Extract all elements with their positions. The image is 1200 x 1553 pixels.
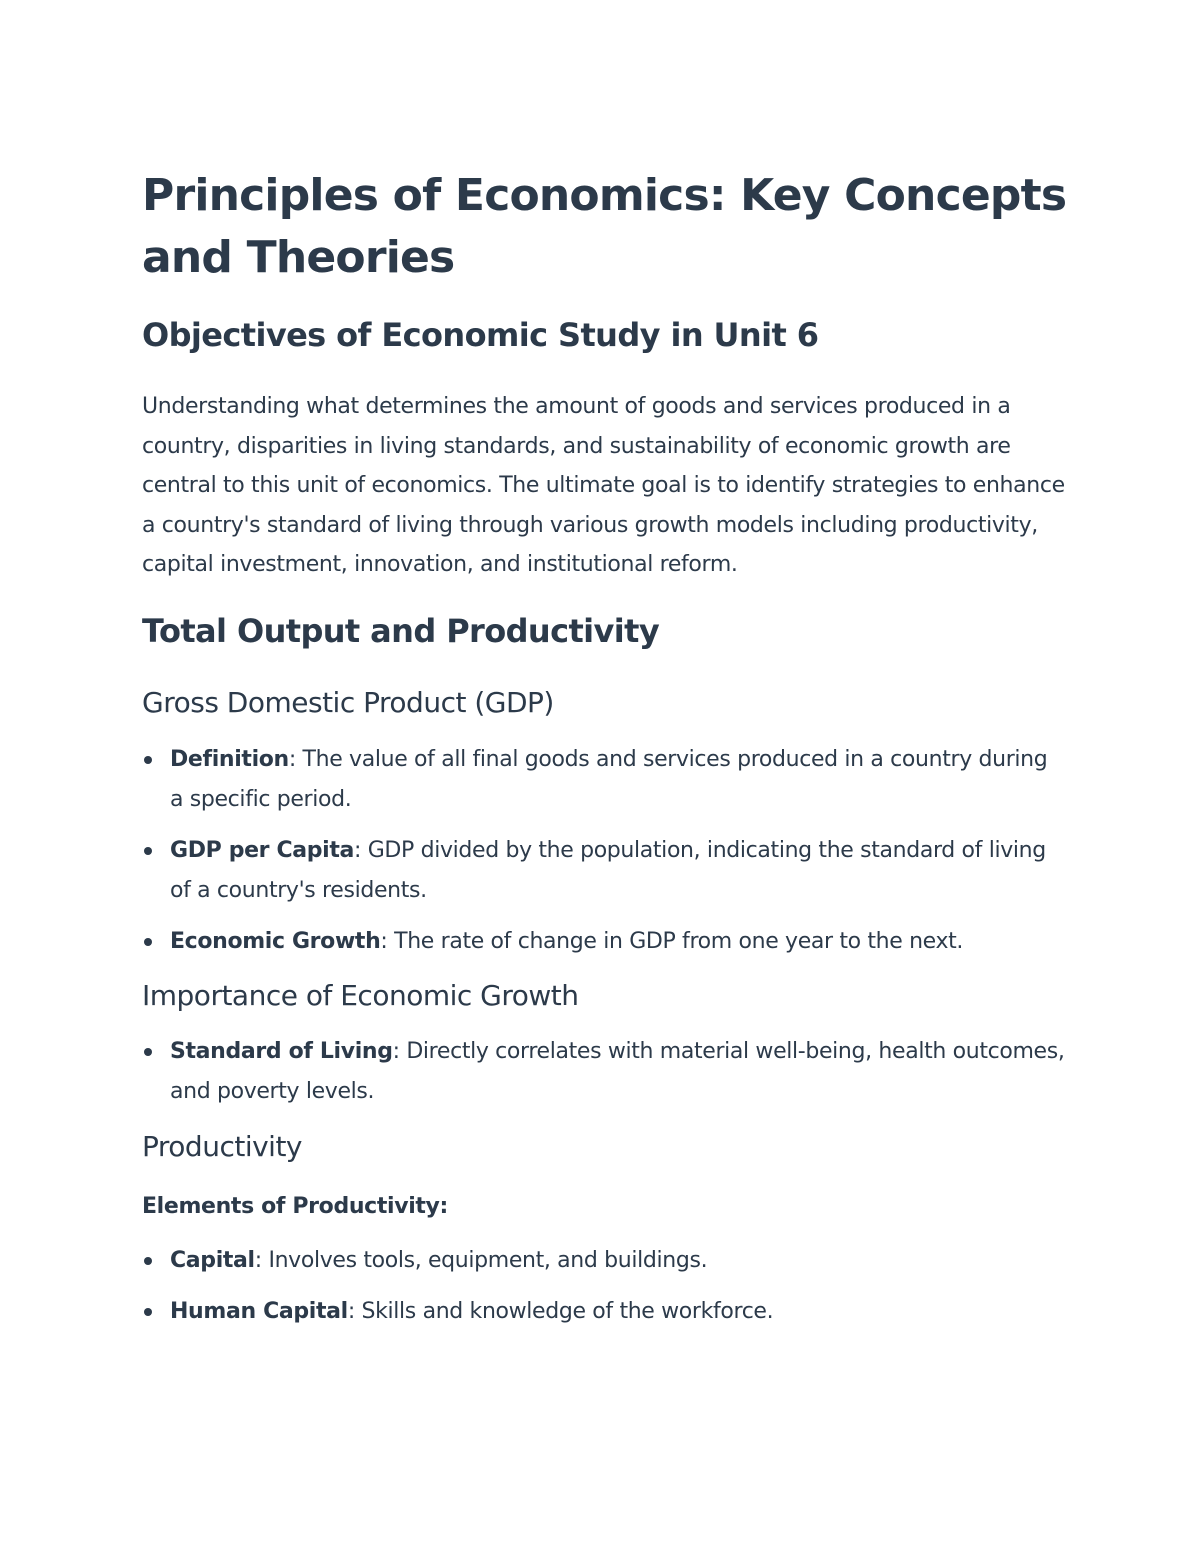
- list-item: [142, 1292, 1067, 1332]
- subheading-importance: Importance of Economic Growth: [142, 978, 579, 1012]
- term-description: : The value of all final goods and services produced in a country during a specific period.: [170, 746, 1048, 812]
- term-label: GDP per Capita: [170, 838, 355, 864]
- section-heading-total-output: Total Output and Productivity: [142, 611, 660, 650]
- bullet-icon: [144, 1257, 152, 1265]
- bullet-icon: [144, 938, 152, 946]
- term-label: Capital: [170, 1247, 255, 1273]
- objectives-paragraph: Understanding what determines the amount of goods and services produced in a country, disparities in living standards, and sustainability of economic growth are central to this unit of economics. The ultimate goal is to identify strategies to enhance a country's standard of living through various growth models including productivity, capital investment, innovation, and institutional reform.: [142, 394, 1065, 578]
- term-label: Human Capital: [170, 1299, 348, 1325]
- document-title: Principles of Economics: Key Concepts and Theories: [142, 170, 1067, 283]
- list-item: [142, 1032, 1067, 1111]
- term-description: : GDP divided by the population, indicating the standard of living of a country's residents.: [170, 838, 1046, 903]
- bullet-icon: [144, 1048, 152, 1056]
- subheading-gdp: Gross Domestic Product (GDP): [142, 685, 554, 719]
- elements-label: Elements of Productivity:: [142, 1194, 448, 1220]
- bullet-icon: [144, 847, 152, 855]
- document-content: [142, 165, 1067, 1332]
- term-label: Definition: [170, 746, 289, 772]
- bullet-icon: [144, 756, 152, 764]
- section-heading-objectives: Objectives of Economic Study in Unit 6: [142, 316, 819, 354]
- subheading-productivity: Productivity: [142, 1130, 302, 1164]
- list-item: [142, 831, 1067, 910]
- gdp-list: [142, 740, 1067, 962]
- list-item: [142, 740, 1067, 819]
- list-item: [142, 1241, 1067, 1281]
- term-label: Economic Growth: [170, 929, 381, 955]
- term-description: : Skills and knowledge of the workforce.: [347, 1299, 774, 1325]
- term-description: : Involves tools, equipment, and buildings.: [254, 1247, 708, 1273]
- bullet-icon: [144, 1308, 152, 1316]
- term-label: Standard of Living: [170, 1038, 393, 1064]
- productivity-list: [142, 1241, 1067, 1332]
- list-item: [142, 922, 1067, 962]
- term-description: : Directly correlates with material well-being, health outcomes, and poverty levels.: [170, 1038, 1065, 1104]
- importance-list: [142, 1032, 1067, 1111]
- term-description: : The rate of change in GDP from one year to the next.: [380, 929, 964, 955]
